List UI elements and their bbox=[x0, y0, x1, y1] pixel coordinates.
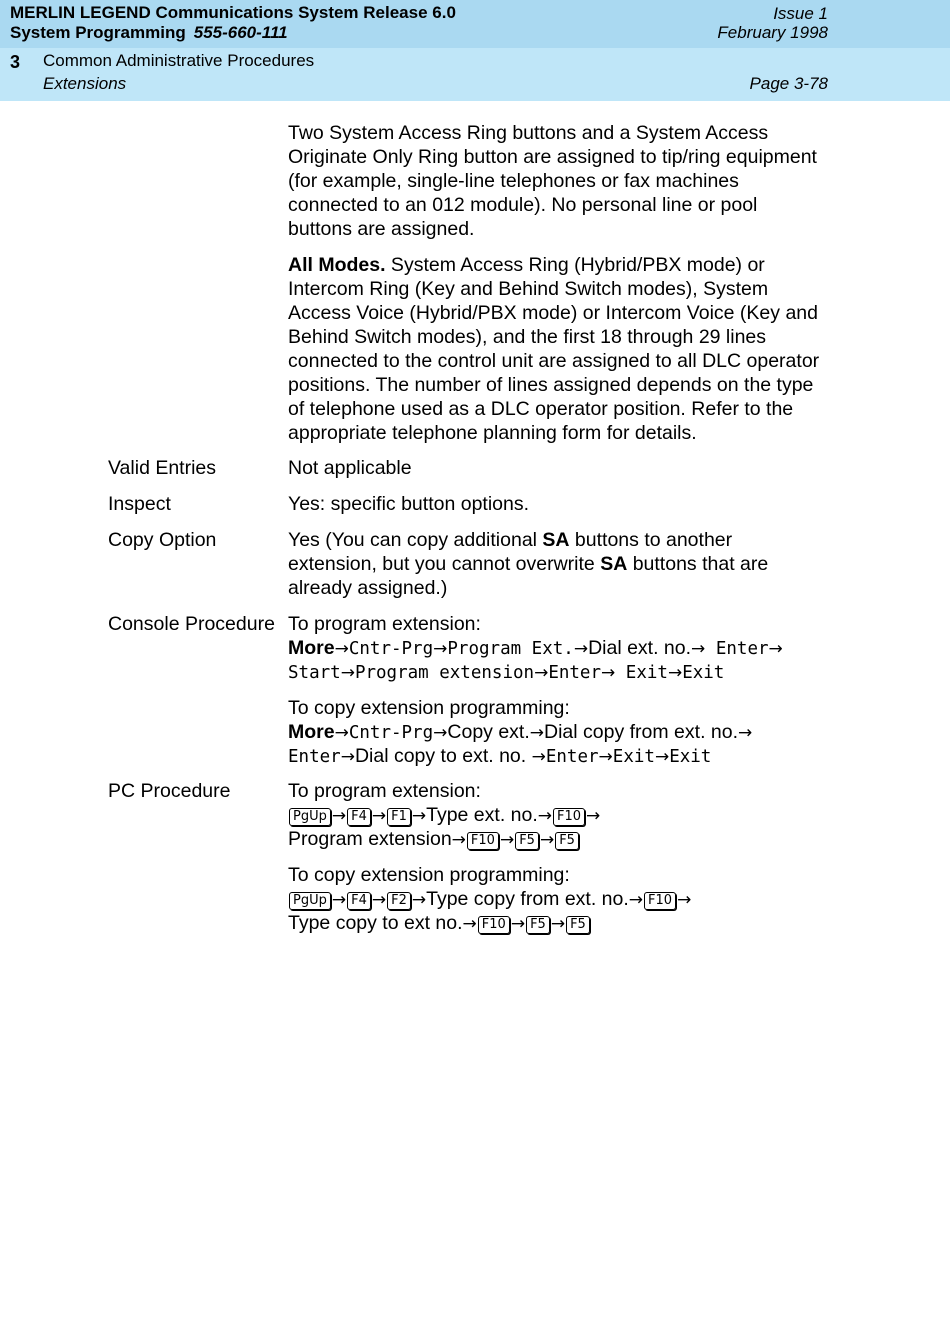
f5-key-icon: F5 bbox=[526, 916, 550, 934]
all-modes-line: Intercom Ring (Key and Behind Switch modes), System bbox=[288, 278, 769, 300]
f10-key-icon: F10 bbox=[644, 892, 676, 910]
console-copy-steps bbox=[288, 696, 833, 768]
cntr-prg-display: Cntr-Prg bbox=[348, 723, 434, 743]
arrow-icon: → bbox=[550, 914, 566, 934]
console-procedure-label: Console Procedure bbox=[108, 613, 275, 635]
step-text: Dial copy to ext. no. bbox=[354, 745, 532, 767]
arrow-icon: → bbox=[768, 639, 783, 659]
arrow-icon: → bbox=[691, 639, 706, 659]
inspect-label: Inspect bbox=[108, 493, 171, 515]
arrow-icon: → bbox=[537, 806, 553, 826]
pc-copy-steps bbox=[288, 863, 833, 935]
more-button-label: More bbox=[288, 637, 335, 659]
f5-key-icon: F5 bbox=[555, 832, 579, 850]
issue-label: Issue 1 bbox=[773, 4, 828, 23]
issue-date: February 1998 bbox=[717, 23, 828, 42]
console-program-heading: To program extension: bbox=[288, 613, 481, 635]
enter-display: Enter bbox=[548, 663, 601, 683]
step-text: Type copy from ext. no. bbox=[426, 888, 629, 910]
arrow-icon: → bbox=[331, 806, 347, 826]
arrow-icon: → bbox=[573, 639, 589, 659]
step-text: Dial copy from ext. no. bbox=[544, 721, 739, 743]
f1-key-icon: F1 bbox=[387, 808, 411, 826]
valid-entries-label: Valid Entries bbox=[108, 457, 217, 479]
pc-copy-heading: To copy extension programming: bbox=[288, 864, 570, 886]
enter-display: Enter bbox=[705, 639, 769, 659]
arrow-icon: → bbox=[371, 806, 387, 826]
arrow-icon: → bbox=[601, 663, 616, 683]
arrow-icon: → bbox=[677, 890, 692, 910]
f10-key-icon: F10 bbox=[467, 832, 499, 850]
arrow-icon: → bbox=[462, 914, 477, 934]
all-modes-line: positions. The number of lines assigned depends on the type bbox=[288, 374, 814, 396]
page-number: Page 3-78 bbox=[749, 74, 828, 93]
arrow-icon: → bbox=[331, 890, 347, 910]
console-step-line bbox=[288, 660, 833, 684]
exit-display: Exit bbox=[615, 663, 668, 683]
all-modes-line: Behind Switch modes), and the first 18 through 29 lines bbox=[288, 326, 767, 348]
copy-option-line: already assigned.) bbox=[288, 577, 448, 599]
f4-key-icon: F4 bbox=[347, 892, 371, 910]
all-modes-line: appropriate telephone planning form for details. bbox=[288, 422, 697, 444]
arrow-icon: → bbox=[654, 747, 670, 767]
arrow-icon: → bbox=[539, 830, 555, 850]
arrow-icon: → bbox=[598, 747, 613, 767]
chapter-number: 3 bbox=[10, 52, 21, 72]
f5-key-icon: F5 bbox=[566, 916, 590, 934]
all-modes-line: Access Voice (Hybrid/PBX mode) or Intercom Voice (Key and bbox=[288, 302, 818, 324]
pc-step-line bbox=[288, 803, 833, 827]
intro-line: connected to an 012 module). No personal line or pool bbox=[288, 194, 758, 216]
pc-step-line bbox=[288, 911, 833, 935]
sa-term: SA bbox=[542, 529, 570, 551]
arrow-icon: → bbox=[738, 723, 753, 743]
f5-key-icon: F5 bbox=[515, 832, 539, 850]
all-modes-line: of telephone used as a DLC operator position. Refer to the bbox=[288, 398, 794, 420]
arrow-icon: → bbox=[371, 890, 387, 910]
copy-option-label: Copy Option bbox=[108, 529, 217, 551]
arrow-icon: → bbox=[586, 806, 601, 826]
console-copy-heading: To copy extension programming: bbox=[288, 697, 570, 719]
copy-option-text bbox=[288, 528, 833, 600]
intro-line: Originate Only Ring button are assigned to tip/ring equipment bbox=[288, 146, 817, 168]
intro-line: buttons are assigned. bbox=[288, 218, 475, 240]
exit-display: Exit bbox=[682, 663, 725, 683]
arrow-icon: → bbox=[334, 723, 349, 743]
intro-line: (for example, single-line telephones or fax machines bbox=[288, 170, 739, 192]
document-subtitle bbox=[10, 23, 288, 43]
text-run: buttons that are bbox=[627, 553, 769, 575]
subtitle-text: System Programming bbox=[10, 23, 186, 42]
arrow-icon: → bbox=[451, 830, 466, 850]
step-text: Dial ext. no. bbox=[588, 637, 692, 659]
exit-display: Exit bbox=[669, 747, 712, 767]
pc-program-heading: To program extension: bbox=[288, 780, 481, 802]
pgup-key-icon: PgUp bbox=[289, 892, 331, 910]
intro-paragraph bbox=[288, 121, 833, 241]
copy-option-line bbox=[288, 552, 833, 576]
console-program-steps bbox=[288, 612, 833, 684]
document-title: MERLIN LEGEND Communications System Release 6.0 bbox=[10, 3, 456, 22]
pc-procedure-label: PC Procedure bbox=[108, 780, 231, 802]
text-run: Yes (You can copy additional bbox=[288, 529, 543, 551]
section-title: Extensions bbox=[43, 74, 127, 93]
step-text: Type copy to ext no. bbox=[288, 912, 463, 934]
enter-display: Enter bbox=[545, 747, 599, 767]
program-ext-display: Program Ext. bbox=[447, 639, 574, 659]
start-display: Start bbox=[288, 663, 341, 683]
arrow-icon: → bbox=[628, 890, 644, 910]
valid-entries-value: Not applicable bbox=[288, 457, 412, 479]
arrow-icon: → bbox=[510, 914, 526, 934]
all-modes-first-text: System Access Ring (Hybrid/PBX mode) or bbox=[385, 254, 765, 276]
pgup-key-icon: PgUp bbox=[289, 808, 331, 826]
cntr-prg-display: Cntr-Prg bbox=[348, 639, 434, 659]
step-text: Copy ext. bbox=[447, 721, 530, 743]
arrow-icon: → bbox=[334, 639, 349, 659]
pc-program-steps bbox=[288, 779, 833, 851]
pc-step-line bbox=[288, 827, 833, 851]
console-step-line bbox=[288, 636, 833, 660]
arrow-icon: → bbox=[433, 639, 448, 659]
console-step-line bbox=[288, 744, 833, 768]
arrow-icon: → bbox=[534, 663, 549, 683]
arrow-icon: → bbox=[340, 663, 355, 683]
arrow-icon: → bbox=[499, 830, 515, 850]
console-step-line bbox=[288, 720, 833, 744]
page-header bbox=[0, 0, 950, 101]
arrow-icon: → bbox=[529, 723, 545, 743]
arrow-icon: → bbox=[433, 723, 448, 743]
all-modes-lead: All Modes. bbox=[288, 254, 386, 276]
intro-line: Two System Access Ring buttons and a System Access bbox=[288, 122, 769, 144]
arrow-icon: → bbox=[667, 663, 683, 683]
step-text: Type ext. no. bbox=[426, 804, 538, 826]
enter-display: Enter bbox=[288, 747, 341, 767]
all-modes-paragraph bbox=[288, 253, 833, 445]
all-modes-line: connected to the control unit are assigned to all DLC operator bbox=[288, 350, 820, 372]
f10-key-icon: F10 bbox=[478, 916, 510, 934]
inspect-value: Yes: specific button options. bbox=[288, 493, 530, 515]
f2-key-icon: F2 bbox=[387, 892, 411, 910]
text-run: extension, but you cannot overwrite bbox=[288, 553, 601, 575]
chapter-title: Common Administrative Procedures bbox=[43, 51, 315, 70]
arrow-icon: → bbox=[340, 747, 355, 767]
more-button-label: More bbox=[288, 721, 335, 743]
f4-key-icon: F4 bbox=[347, 808, 371, 826]
arrow-icon: → bbox=[411, 890, 427, 910]
step-text: Program extension bbox=[288, 828, 452, 850]
arrow-icon: → bbox=[531, 747, 546, 767]
f10-key-icon: F10 bbox=[553, 808, 585, 826]
copy-option-line bbox=[288, 528, 833, 552]
arrow-icon: → bbox=[411, 806, 427, 826]
all-modes-line bbox=[288, 253, 833, 277]
sa-term: SA bbox=[600, 553, 628, 575]
exit-display: Exit bbox=[612, 747, 655, 767]
pc-step-line bbox=[288, 887, 833, 911]
text-run: buttons to another bbox=[569, 529, 733, 551]
document-number: 555-660-111 bbox=[193, 23, 288, 42]
program-extension-display: Program extension bbox=[354, 663, 535, 683]
